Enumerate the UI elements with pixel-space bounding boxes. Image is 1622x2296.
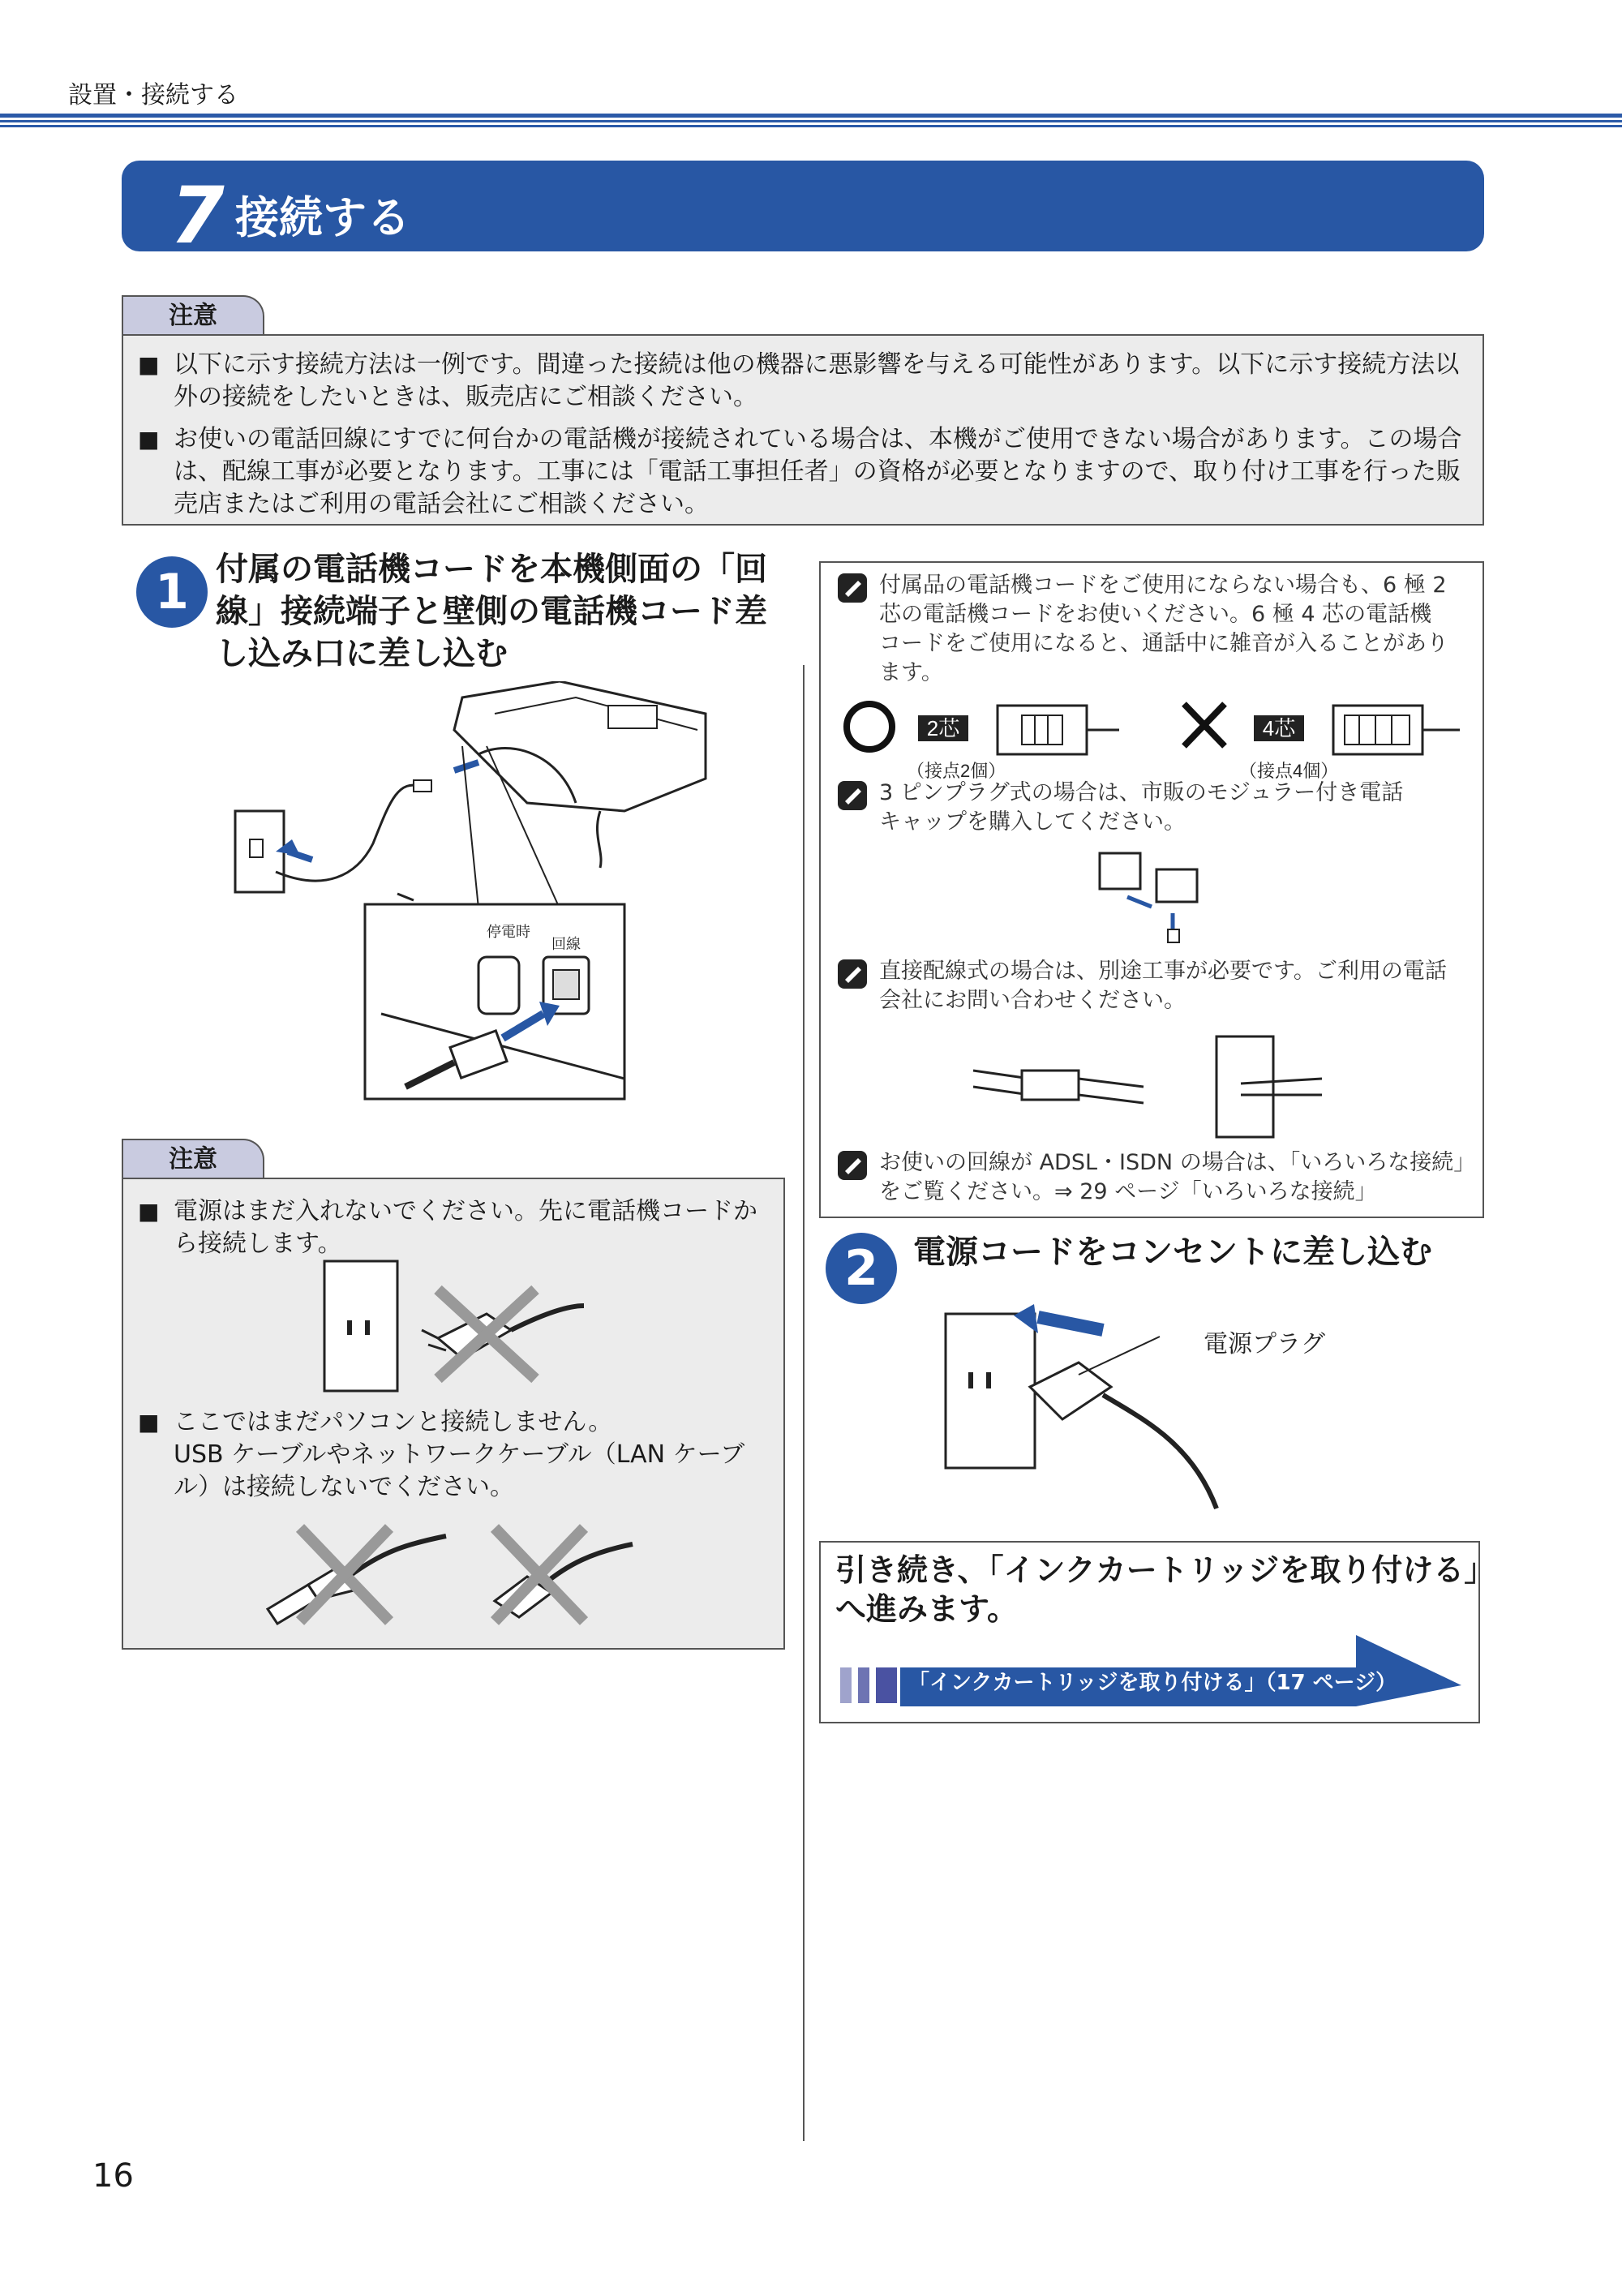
section-title: 接続する xyxy=(235,192,410,243)
next-page-link[interactable]: 「インクカートリッジを取り付ける」（17 ページ） xyxy=(908,1671,1397,1695)
header-rule xyxy=(0,114,1622,130)
ng-caption: （接点4個） xyxy=(1239,761,1339,780)
usb-lan-do-not-connect-illustration xyxy=(260,1520,649,1625)
phone-cord-connection-illustration xyxy=(219,681,714,1103)
bullet-icon: ■ xyxy=(138,426,160,453)
caution-text: 外の接続をしたいときは、販売店にご相談ください。 xyxy=(174,383,757,411)
caution-list-top xyxy=(138,349,1476,521)
caution-tab-top: 注意 xyxy=(122,295,264,336)
bullet-icon: ■ xyxy=(138,1198,160,1225)
step-2-number: 2 xyxy=(826,1233,897,1304)
caution-text: 電源はまだ入れないでください。先に電話機コードか xyxy=(174,1197,757,1225)
continue-title: 引き続き、「インクカートリッジを取り付ける」 へ進みます。 xyxy=(835,1552,1495,1627)
step-1-number: 1 xyxy=(136,556,208,628)
caution-text: ら接続します。 xyxy=(174,1230,342,1258)
ng-badge: 4芯 xyxy=(1262,716,1296,740)
bullet-icon: ■ xyxy=(138,1409,160,1436)
ok-caption: （接点2個） xyxy=(907,761,1006,780)
memo-icon xyxy=(837,780,868,811)
note-3: 直接配線式の場合は、別途工事が必要です。ご利用の電話 会社にお問い合わせください。 xyxy=(837,957,1470,1015)
ok-mark-icon xyxy=(847,704,892,749)
inset-label-line: 回線 xyxy=(551,936,581,952)
memo-icon xyxy=(837,1150,868,1181)
memo-icon xyxy=(837,959,868,989)
step-2-title: 電源コードをコンセントに差し込む xyxy=(913,1234,1432,1271)
caution-text: ここではまだパソコンと接続しません。 xyxy=(174,1408,613,1436)
bullet-icon: ■ xyxy=(138,351,160,378)
section-number: 7 xyxy=(170,170,221,261)
memo-icon xyxy=(837,573,868,603)
note-4: お使いの回線が ADSL・ISDN の場合は、「いろいろな接続」 をご覧ください。⇒ 29 ページ「いろいろな接続」 xyxy=(837,1148,1478,1207)
inset-label-blackout: 停電時 xyxy=(487,924,530,940)
outlet-do-not-plug-illustration xyxy=(316,1257,592,1395)
caution-text: お使いの電話回線にすでに何台かの電話機が接続されている場合は、本機がご使用できない場合があります。この場合 xyxy=(174,425,1462,453)
power-plug-label: 電源プラグ xyxy=(1204,1330,1325,1358)
running-header: 設置・接続する xyxy=(68,81,238,109)
note-2: 3 ピンプラグ式の場合は、市販のモジュラー付き電話 キャップを購入してください。 xyxy=(837,779,1470,837)
caution-text: 以下に示す接続方法は一例です。間違った接続は他の機器に悪影響を与える可能性があります。以下に示す接続方法以 xyxy=(174,350,1460,379)
note-1: 付属品の電話機コードをご使用にならない場合も、6 極 2 芯の電話機コードをお使いください。6 極 4 芯の電話機 コードをご使用になると、通話中に雑音が入ることがあり ます。 xyxy=(837,571,1470,688)
column-divider xyxy=(803,665,805,2141)
page-number: 16 xyxy=(92,2157,134,2195)
step-1-title: 付属の電話機コードを本機側面の「回 線」接続端子と壁側の電話機コード差 し込み口に差し込む xyxy=(216,551,767,672)
caution-text: は、配線工事が必要となります。工事には「電話工事担任者」の資格が必要となりますので、取り付け工事を行った販 xyxy=(174,457,1461,486)
caution-text: ル）は接続しないでください。 xyxy=(174,1473,514,1501)
cord-core-comparison-illustration xyxy=(843,699,1476,780)
direct-wiring-illustration xyxy=(965,1030,1338,1144)
caution-text: 売店またはご利用の電話会社にご相談ください。 xyxy=(174,490,709,518)
caution-list-bottom-1 xyxy=(138,1195,779,1260)
caution-text: USB ケーブルやネットワークケーブル（LAN ケーブ xyxy=(174,1440,745,1469)
caution-tab-bottom: 注意 xyxy=(122,1139,264,1179)
caution-list-bottom-2 xyxy=(138,1406,779,1504)
modular-adapter-illustration xyxy=(1095,848,1208,954)
ok-badge: 2芯 xyxy=(926,716,960,740)
